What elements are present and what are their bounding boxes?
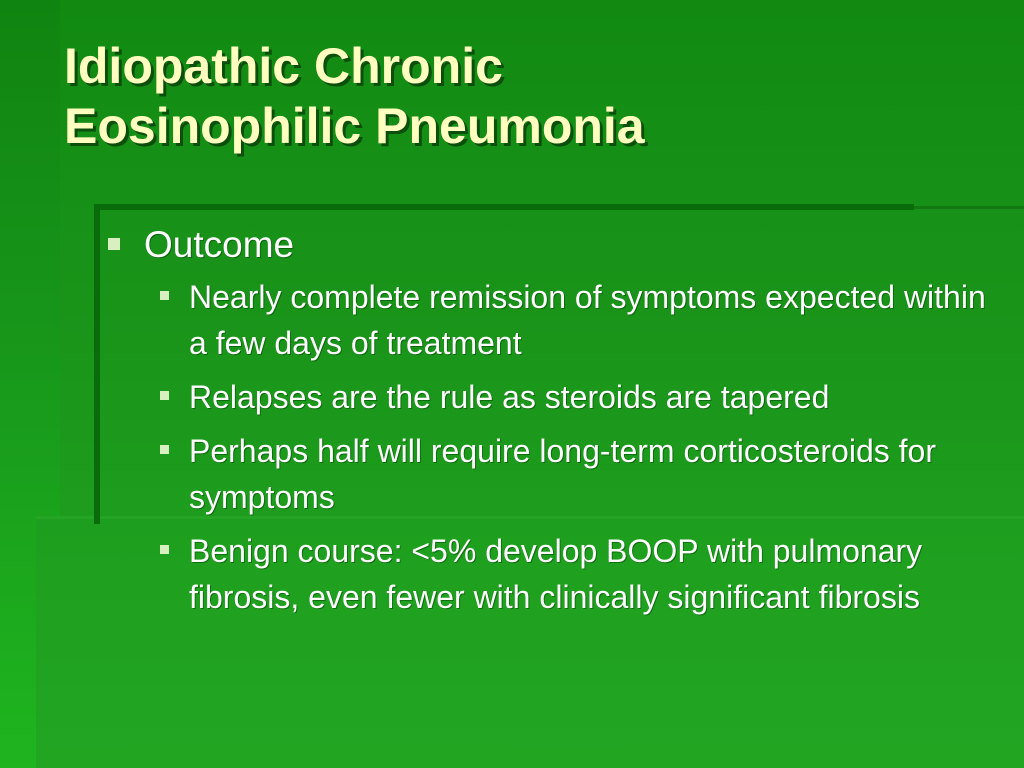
slide-content [108, 222, 988, 628]
square-bullet-icon [160, 391, 169, 400]
square-bullet-icon [108, 238, 120, 250]
bullet-item [160, 274, 988, 366]
square-bullet-icon [160, 545, 169, 554]
vertical-rule [94, 204, 100, 524]
bullet-heading: Outcome [144, 224, 295, 265]
bullet-text: Perhaps half will require long-term corticosteroids for symptoms [189, 433, 936, 515]
square-bullet-icon [160, 291, 169, 300]
bullet-text: Relapses are the rule as steroids are tapered [189, 379, 830, 415]
horizontal-rule-right [914, 206, 1024, 209]
square-bullet-icon [160, 445, 169, 454]
bullet-item [160, 374, 988, 420]
bullet-text: Benign course: <5% develop BOOP with pulmonary fibrosis, even fewer with clinically significant fibrosis [189, 533, 923, 615]
slide-title [64, 36, 1004, 156]
horizontal-rule [94, 204, 914, 210]
slide-title-line-1: Idiopathic Chronic [64, 38, 503, 94]
bullet-level1-outcome [108, 222, 988, 268]
bullet-text: Nearly complete remission of symptoms expected within a few days of treatment [189, 279, 986, 361]
slide-title-line-2: Eosinophilic Pneumonia [64, 98, 645, 154]
bullet-item [160, 528, 988, 620]
bullet-item [160, 428, 988, 520]
